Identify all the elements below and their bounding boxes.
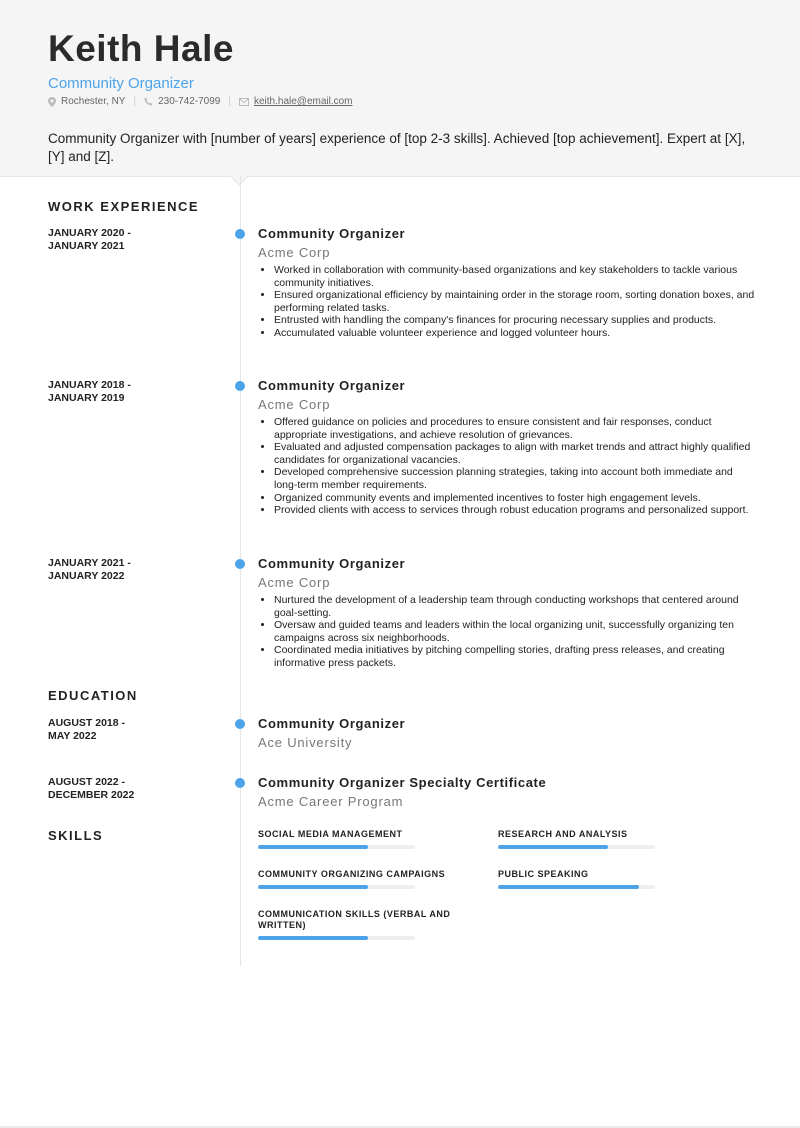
work-experience-heading: WORK EXPERIENCE (48, 199, 200, 214)
skill-name: PUBLIC SPEAKING (498, 869, 589, 879)
skills-heading: SKILLS (48, 828, 104, 843)
phone-text: 230-742-7099 (158, 96, 221, 107)
bullet-item: • Developed comprehensive succession planning strategies, taking into account both immediate and long-term member requirements. (274, 466, 758, 491)
timeline-dot (235, 778, 245, 788)
bullet-item: • Organized community events and implemented incentives to foster high engagement levels. (274, 492, 758, 505)
skill-bar-fill (498, 885, 639, 889)
bullet-item: • Evaluated and adjusted compensation packages to align with market trends and attract highly qualified candidates for organizational vacancies. (274, 441, 758, 466)
bullet-item: • Entrusted with handling the company's finances for procuring necessary supplies and products. (274, 314, 758, 327)
job-title: Community Organizer (258, 226, 406, 241)
email-link[interactable]: keith.hale@email.com (253, 96, 353, 107)
skill-bar (258, 885, 415, 889)
contact-phone (144, 96, 220, 107)
school-name: Acme Career Program (258, 794, 404, 809)
skill-name: SOCIAL MEDIA MANAGEMENT (258, 829, 403, 839)
company-name: Acme Corp (258, 575, 331, 590)
bullet-item: • Provided clients with access to services through robust education programs and personalized support. (274, 504, 758, 517)
location-text: Rochester, NY (61, 96, 126, 107)
education-date: AUGUST 2022 - DECEMBER 2022 (48, 776, 135, 801)
skill-bar-fill (258, 885, 368, 889)
contact-location (48, 96, 125, 107)
timeline-dot (235, 719, 245, 729)
education-entry (258, 775, 758, 809)
bullet-item: • Oversaw and guided teams and leaders within the local organizing unit, successfully organizing ten campaigns across six neighborhoods. (274, 619, 758, 644)
timeline-line (240, 176, 241, 966)
degree-title: Community Organizer Specialty Certificate (258, 775, 547, 790)
bullet-item: • Ensured organizational efficiency by maintaining order in the storage room, sorting donation boxes, and performing related tasks. (274, 289, 758, 314)
skill-bar (258, 936, 415, 940)
work-entry (258, 378, 758, 517)
mail-icon (239, 98, 249, 106)
education-date: AUGUST 2018 - MAY 2022 (48, 717, 126, 742)
job-title: Community Organizer (258, 378, 406, 393)
timeline-dot (235, 229, 245, 239)
contact-separator: | (228, 96, 231, 107)
bullet-item: • Worked in collaboration with community-based organizations and key stakeholders to tackle various community initiatives. (274, 264, 758, 289)
skill-bar-fill (258, 845, 368, 849)
education-entry (258, 716, 758, 750)
bullet-item: • Nurtured the development of a leadership team through conducting workshops that centered around goal-setting. (274, 594, 758, 619)
timeline-dot (235, 381, 245, 391)
company-name: Acme Corp (258, 245, 331, 260)
skill-bar (258, 845, 415, 849)
skill-bar-fill (258, 936, 368, 940)
skill-name: COMMUNITY ORGANIZING CAMPAIGNS (258, 869, 446, 879)
phone-icon (144, 97, 153, 106)
work-date: JANUARY 2021 - JANUARY 2022 (48, 557, 131, 582)
job-bullets (258, 264, 758, 340)
contact-separator: | (133, 96, 137, 107)
work-entry (258, 226, 758, 340)
candidate-name: Keith Hale (48, 28, 234, 69)
work-date: JANUARY 2018 - JANUARY 2019 (48, 379, 131, 404)
skill-item (498, 829, 698, 849)
contact-info (48, 96, 353, 107)
location-pin-icon (48, 97, 56, 107)
candidate-role: Community Organizer (48, 75, 194, 92)
job-bullets (258, 416, 758, 517)
profile-summary: Community Organizer with [number of years] experience of [top 2-3 skills]. Achieved [top achievement]. Expert at [X], [Y] and [Z]. (48, 131, 746, 164)
resume-header (0, 0, 800, 177)
education-heading: EDUCATION (48, 688, 138, 703)
skill-bar-fill (498, 845, 608, 849)
job-title: Community Organizer (258, 556, 406, 571)
skill-item (258, 869, 458, 889)
skill-bar (498, 845, 655, 849)
contact-email[interactable] (239, 96, 353, 107)
work-entry (258, 556, 758, 670)
bullet-item: • Coordinated media initiatives by pitching compelling stories, drafting press releases, and creating informative press packets. (274, 644, 758, 669)
company-name: Acme Corp (258, 397, 331, 412)
skill-name: COMMUNICATION SKILLS (VERBAL AND WRITTEN) (258, 909, 451, 930)
degree-title: Community Organizer (258, 716, 406, 731)
skill-item (258, 829, 458, 849)
work-date: JANUARY 2020 - JANUARY 2021 (48, 227, 131, 252)
bullet-item: • Accumulated valuable volunteer experience and logged volunteer hours. (274, 327, 758, 340)
school-name: Ace University (258, 735, 353, 750)
skill-bar (498, 885, 655, 889)
skill-name: RESEARCH AND ANALYSIS (498, 829, 628, 839)
timeline-dot (235, 559, 245, 569)
job-bullets (258, 594, 758, 670)
bullet-item: • Offered guidance on policies and procedures to ensure consistent and fair responses, conduct appropriate investigations, and achieve resolution of grievances. (274, 416, 758, 441)
skill-item (258, 909, 458, 940)
skill-item (498, 869, 698, 889)
